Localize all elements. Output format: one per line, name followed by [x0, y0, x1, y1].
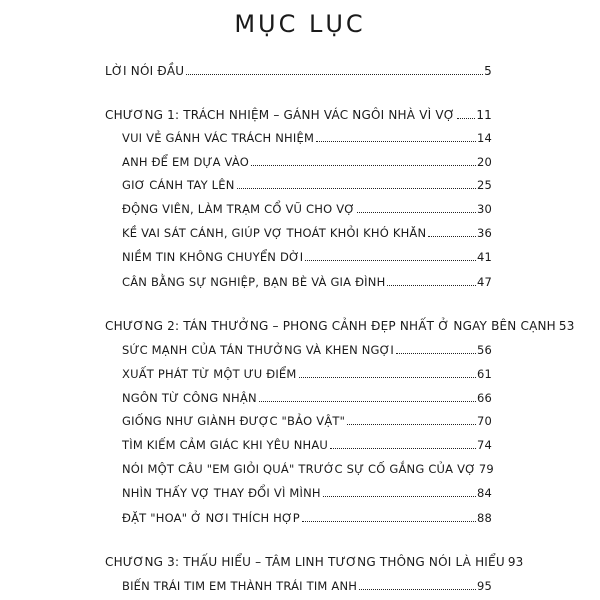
toc-page-number: 30: [476, 202, 492, 216]
toc-chapter-entry: [105, 64, 492, 78]
toc-entry-label: NÓI MỘT CÂU "EM GIỎI QUÁ" TRƯỚC SỰ CỐ GẮNG CỦA VỢ: [122, 462, 476, 476]
dot-leader: [251, 165, 476, 166]
toc-page-number: 5: [484, 64, 492, 78]
dot-leader: [357, 212, 476, 213]
dot-leader: [387, 285, 476, 286]
toc-entry-label: SỨC MẠNH CỦA TÁN THƯỞNG VÀ KHEN NGỢI: [122, 343, 394, 357]
toc-chapter-entry: [105, 108, 492, 122]
toc-section-entry: [122, 511, 492, 525]
toc-chapter-entry: [105, 319, 575, 333]
toc-section-entry: [122, 131, 492, 145]
dot-leader: [302, 521, 476, 522]
dot-leader: [396, 353, 476, 354]
toc-section-entry: [122, 343, 492, 357]
toc-section-entry: [122, 155, 492, 169]
toc-section-entry: [122, 367, 492, 381]
toc-page-number: 74: [476, 438, 492, 452]
toc-section-entry: [122, 202, 492, 216]
toc-page-number: 95: [476, 579, 492, 593]
toc-section-entry: [122, 275, 492, 289]
page-title: MỤC LỤC: [234, 10, 366, 38]
toc-section-entry: [122, 250, 492, 264]
dot-leader: [428, 236, 476, 237]
toc-entry-label: TÌM KIẾM CẢM GIÁC KHI YÊU NHAU: [122, 438, 329, 452]
toc-page-number: 61: [476, 367, 492, 381]
toc-entry-label: XUẤT PHÁT TỪ MỘT ƯU ĐIỂM: [122, 367, 297, 381]
toc-page-number: 47: [476, 275, 492, 289]
dot-leader: [359, 589, 476, 590]
toc-section-entry: [122, 438, 492, 452]
toc-page-number: 25: [476, 178, 492, 192]
toc-entry-label: LỜI NÓI ĐẦU: [105, 64, 185, 78]
toc-entry-label: CHƯƠNG 1: TRÁCH NHIỆM – GÁNH VÁC NGÔI NHÀ VÌ VỢ: [105, 108, 455, 122]
toc-entry-label: VUI VẺ GÁNH VÁC TRÁCH NHIỆM: [122, 131, 315, 145]
toc-entry-label: CHƯƠNG 3: THẤU HIỂU – TÂM LINH TƯƠNG THÔNG NÓI LÀ HIỂU: [105, 555, 505, 569]
toc-entry-label: GIỐNG NHƯ GIÀNH ĐƯỢC "BẢO VẬT": [122, 414, 346, 428]
toc-page-number: 14: [476, 131, 492, 145]
toc-chapter-entry: [105, 555, 524, 569]
toc-section-entry: [122, 414, 492, 428]
toc-entry-label: NHÌN THẤY VỢ THAY ĐỔI VÌ MÌNH: [122, 486, 321, 500]
toc-page-number: 11: [476, 108, 492, 122]
toc-page-number: 84: [476, 486, 492, 500]
toc-entry-label: NIỀM TIN KHÔNG CHUYỂN DỜI: [122, 250, 304, 264]
dot-leader: [330, 448, 476, 449]
dot-leader: [186, 74, 483, 75]
toc-page-number: 79: [478, 462, 494, 476]
toc-entry-label: ANH ĐỂ EM DỰA VÀO: [122, 155, 249, 169]
dot-leader: [457, 118, 475, 119]
dot-leader: [237, 188, 476, 189]
toc-section-entry: [122, 579, 492, 593]
toc-section-entry: [122, 462, 492, 476]
toc-section-entry: [122, 226, 492, 240]
dot-leader: [259, 401, 476, 402]
toc-section-entry: [122, 486, 492, 500]
toc-page-number: 41: [476, 250, 492, 264]
toc-entry-label: GIƠ CÁNH TAY LÊN: [122, 178, 235, 192]
dot-leader: [305, 260, 476, 261]
toc-entry-label: CÂN BẰNG SỰ NGHIỆP, BẠN BÈ VÀ GIA ĐÌNH: [122, 275, 386, 289]
toc-entry-label: CHƯƠNG 2: TÁN THƯỞNG – PHONG CẢNH ĐẸP NHẤT Ở NGAY BÊN CẠNH: [105, 319, 556, 333]
toc-entry-label: ĐẶT "HOA" Ở NƠI THÍCH HỢP: [122, 511, 300, 525]
toc-page-number: 70: [476, 414, 492, 428]
toc-entry-label: BIẾN TRÁI TIM EM THÀNH TRÁI TIM ANH: [122, 579, 358, 593]
toc-entry-label: NGÔN TỪ CÔNG NHẬN: [122, 391, 257, 405]
toc-page-number: 88: [476, 511, 492, 525]
dot-leader: [316, 141, 476, 142]
toc-section-entry: [122, 391, 492, 405]
toc-page-number: 20: [476, 155, 492, 169]
dot-leader: [299, 377, 476, 378]
toc-page-number: 93: [507, 555, 524, 569]
dot-leader: [323, 496, 476, 497]
toc-page-number: 66: [476, 391, 492, 405]
toc-page-number: 36: [476, 226, 492, 240]
toc-entry-label: KỀ VAI SÁT CÁNH, GIÚP VỢ THOÁT KHỎI KHÓ KHĂN: [122, 226, 427, 240]
toc-entry-label: ĐỘNG VIÊN, LÀM TRẠM CỔ VŨ CHO VỢ: [122, 202, 355, 216]
dot-leader: [347, 424, 476, 425]
toc-section-entry: [122, 178, 492, 192]
toc-page-number: 53: [558, 319, 575, 333]
toc-page-number: 56: [476, 343, 492, 357]
